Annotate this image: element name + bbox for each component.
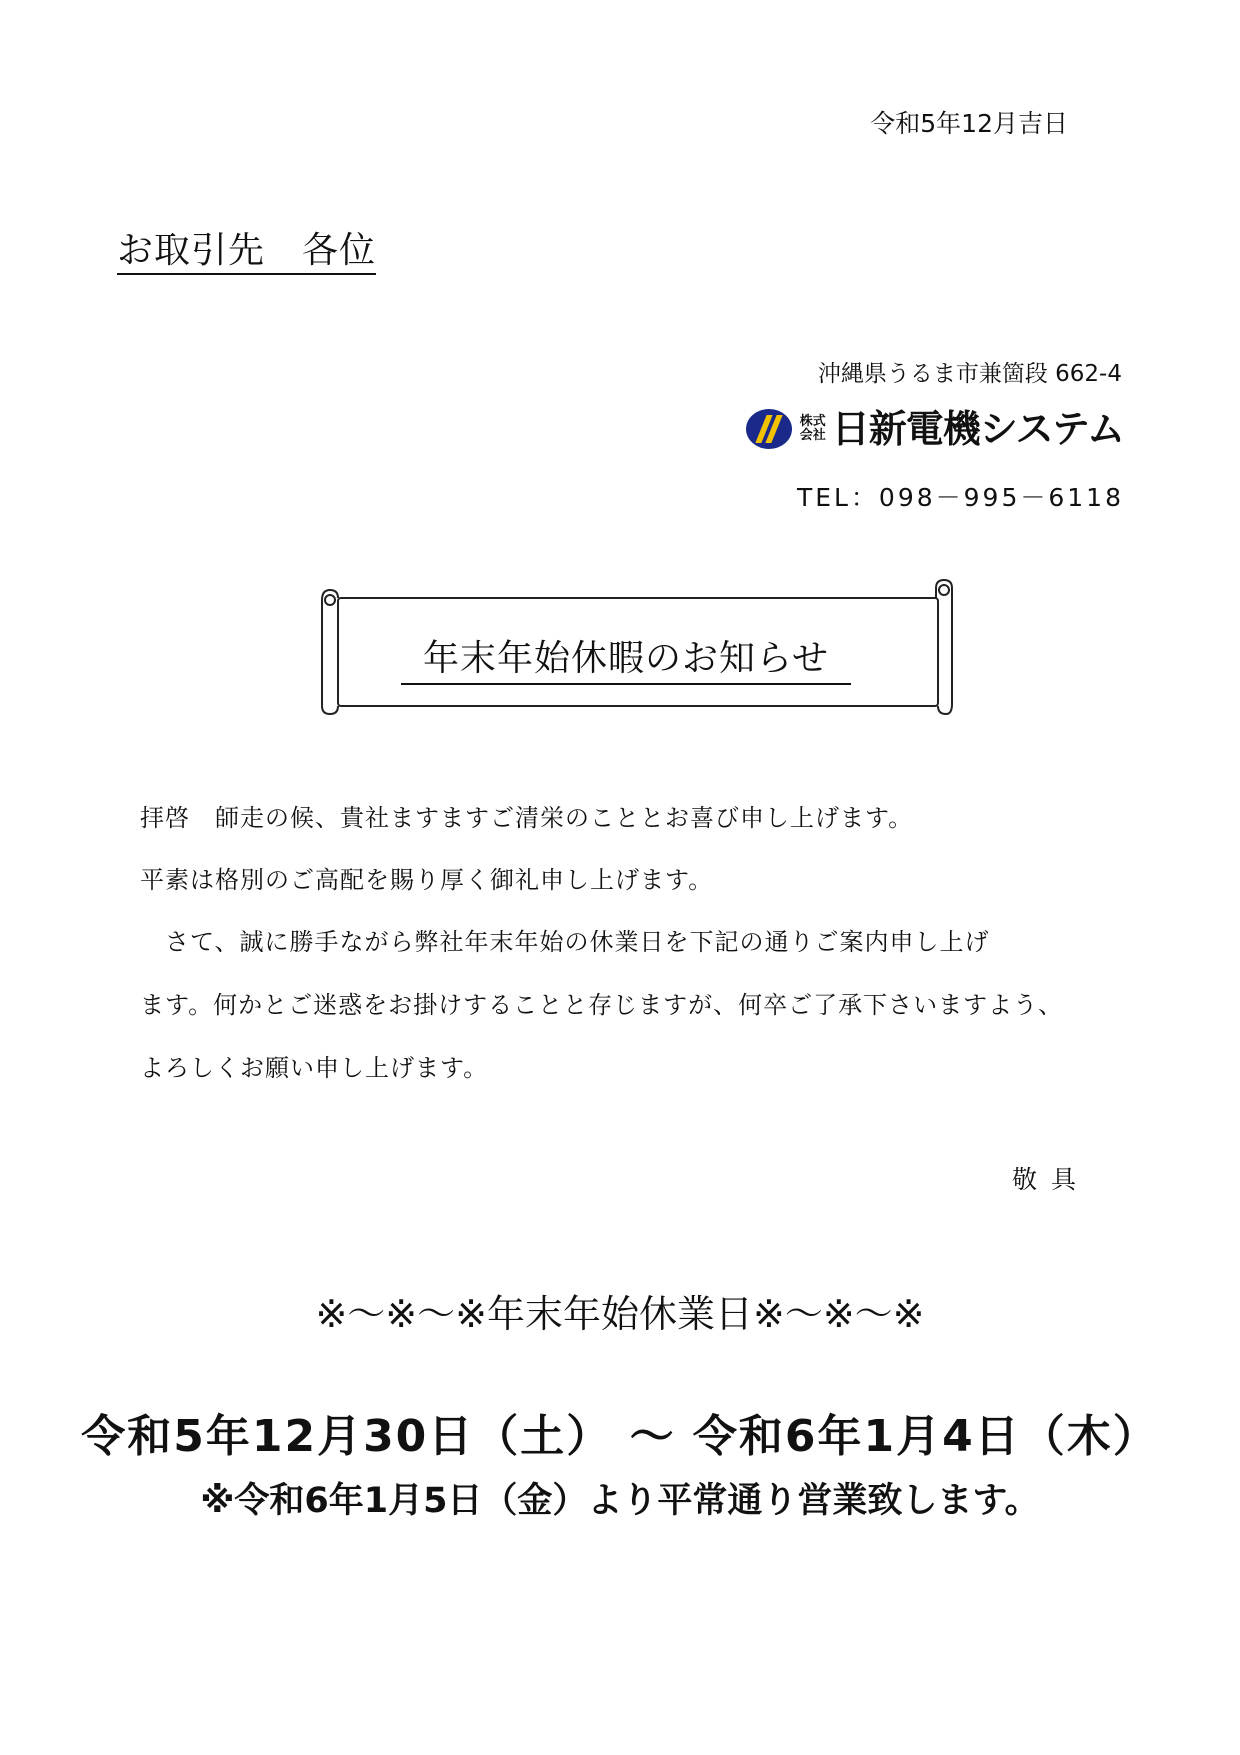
body-line-1: 拝啓 師走の候、貴社ますますご清栄のこととお喜び申し上げます。 xyxy=(140,804,914,832)
company-logo-icon xyxy=(746,409,792,449)
closing-word: 敬具 xyxy=(1011,1165,1090,1194)
body-line-2: 平素は格別のご高配を賜り厚く御礼申し上げます。 xyxy=(140,866,714,894)
body-line-4: ます。何かとご迷惑をお掛けすることと存じますが、何卒ご了承下さいますよう、 xyxy=(140,991,1064,1019)
body-line-5: よろしくお願い申し上げます。 xyxy=(140,1054,489,1082)
company-logo xyxy=(746,405,1124,453)
holiday-period: 令和5年12月30日（土） ～ 令和6年1月4日（木） xyxy=(81,1411,1159,1462)
sender-phone: TEL：098－995－6118 xyxy=(796,483,1124,512)
recipient-text: お取引先 各位 xyxy=(117,230,376,275)
sender-address: 沖縄県うるま市兼箇段 662-4 xyxy=(817,361,1122,387)
document-date: 令和5年12月吉日 xyxy=(870,109,1068,138)
notice-title xyxy=(383,630,869,681)
holiday-heading: ※～※～※年末年始休業日※～※～※ xyxy=(315,1292,925,1336)
company-type-top: 株式 xyxy=(799,414,826,429)
company-name: 日新電機システム xyxy=(831,407,1124,451)
notice-title-text: 年末年始休暇のお知らせ xyxy=(401,638,851,685)
company-type-bottom: 会社 xyxy=(799,428,826,443)
business-resume-note: ※令和6年1月5日（金）より平常通り営業致します。 xyxy=(200,1481,1040,1521)
recipient-heading xyxy=(117,222,376,273)
body-line-3: さて、誠に勝手ながら弊社年末年始の休業日を下記の通りご案内申し上げ xyxy=(140,928,990,956)
company-type xyxy=(800,415,826,443)
